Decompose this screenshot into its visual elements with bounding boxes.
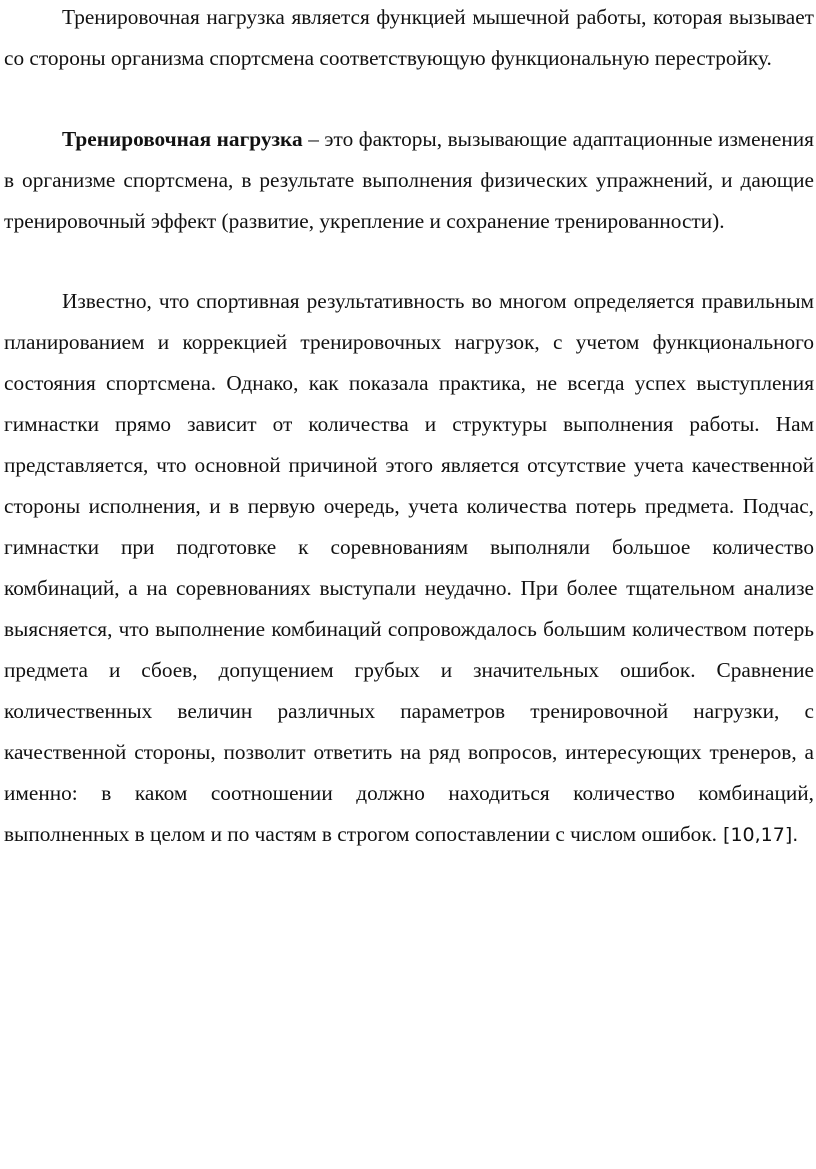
citation-reference: [10,17]. [717, 824, 799, 846]
paragraph-definition [4, 119, 814, 242]
definition-text: – это факторы, вызывающие адаптационные изменения в организме спортсмена, в результате выполнения физических упражнений, и дающие тренировочный эффект (развитие, укрепление и сохранение тренированности). [4, 127, 814, 233]
paragraph-intro: Тренировочная нагрузка является функцией мышечной работы, которая вызывает со стороны организма спортсмена соответствующую функциональную перестройку. [4, 5, 814, 70]
paragraph-analysis [4, 281, 814, 856]
analysis-text: Известно, что спортивная результативность во многом определяется правильным планированием и коррекцией тренировочных нагрузок, с учетом функционального состояния спортсмена. Однако, как показала практика, не всегда успех выступления гимнастки прямо зависит от количества и структуры выполнения работы. Нам представляется, что основной причиной этого является отсутствие учета качественной стороны исполнения, и в первую очередь, учета количества потерь предмета. Подчас, гимнастки при подготовке к соревнованиям выполняли большое количество комбинаций, а на соревнованиях выступали неудачно. При более тщательном анализе выясняется, что выполнение комбинаций сопровождалось большим количеством потерь предмета и сбоев, допущением грубых и значительных ошибок. Сравнение количественных величин различных параметров тренировочной нагрузки, с качественной стороны, позволит ответить на ряд вопросов, интересующих тренеров, а именно: в каком соотношении должно находиться количество комбинаций, выполненных в целом и по частям в строгом сопоставлении с числом ошибок. [4, 289, 814, 846]
definition-term: Тренировочная нагрузка [62, 127, 303, 151]
